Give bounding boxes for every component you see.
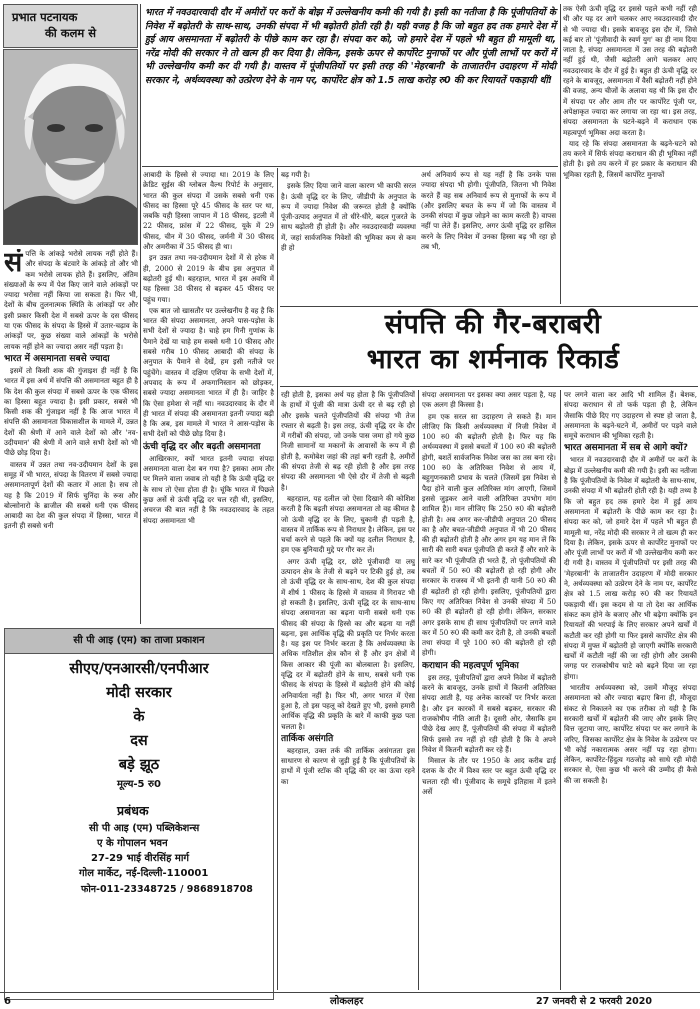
paragraph: मिसाल के तौर पर 1950 के आद करीब ढाई दशक के दौर में विश्व स्तर पर बहुत ऊंची वृद्धि दर चलता रही थी। पूंजीवाद के समूचे इतिहास में इतने अर्से	[422, 756, 556, 796]
article-column-7	[422, 390, 556, 992]
column-divider	[418, 390, 419, 990]
ad-phone: फोन-011-23348725 / 9868918708	[81, 884, 253, 895]
ad-header: सी पी आइ (एम) का ताजा प्रकाशन	[5, 629, 273, 654]
subheading: भारत असमानता में सब से आगे क्यों?	[564, 443, 688, 454]
paragraph: भारत में नवउदारवादी दौर में अमीरों पर करों के बोझ में उल्लेखनीय कमी की गयी है। इसी का नतीजा है कि पूंजीपतियों के निवेश में बढ़ोतरी के साथ-साथ, उनकी संपदा में भी बढ़ोतरी होती रही है। यही तथ्य है कि जो बहुत हद तक हमारे देश में हुई आय असमानता में बढ़ोतरी के पीछे काम कर रहा है। संपदा कर को, जो हमारे देश में पहले भी बहुत ही मामूली था, नरेंद्र मोदी की सरकार ने तो खत्म ही कर दिया है। लेकिन, इसके ऊपर से कार्पोरेट मुनाफों पर और पूंजी लाभों पर करों में भी उल्लेखनीय कमी कर दी गयी है। वास्तव में पूंजीपतियों पर इसी तरह की 'मेहरबानी' के ताजातरीन उदाहरण में मोदी सरकार ने, अर्थव्यवस्था को उत्प्रेरण देने के नाम पर, कार्पोरेट क्षेत्र को 1.5 लाख करोड़ रु0 की कर रियायतें पकड़ायी थीं। इस कदम से या तो देश का आर्थिक संकट कम होने के बजाए और भी बढ़ेगा क्योंकि इन रियायतों की भरपाई के लिए सरकार अपने खर्चों में कटौती कर रही होगी या फिर इससे कार्पोरेट क्षेत्र की संपदा में मुफ्त में बढ़ोतरी हो जाएगी क्योंकि सरकारी खर्चों में कटौती नहीं की जा रही होगी और उसकी जगह पर राजकोषीय घाटे को बढ़ने दिया जा रहा होगा।	[564, 455, 697, 681]
paragraph: इसके लिए दिया जाने वाला कारण भी काफी सरल है। ऊंची वृद्धि दर के लिए, जीडीपी के अनुपात के रूप में ज्यादा निवेश की जरूरत होती है क्योंकि पूंजी-उत्पाद अनुपात में तो धीरे-धीरे, बदल गुजरते के साथ बढ़ोतरी ही होती है। और नवउदारवादी व्यवस्था में, जहां सार्वजनिक निवेशों की भूमिका कम से कम ही हो	[281, 181, 416, 253]
section-divider	[142, 166, 558, 167]
ad-price: मूल्य-5 रु0	[117, 779, 161, 790]
paragraph: अर्थ अनिवार्य रूप से यह नहीं है कि उनके पास ज्यादा संपदा भी होगी। पूंजीपति, जितना भी निवेश करते हैं वह सब अनिवार्य रूप से मुनाफों के रूप में (और इसलिए बचत के रूप में जो कि वास्तव में उनकी संपदा में कुछ जोड़ने का काम करती है) वापस नहीं पा लेते हैं। इसलिए, अगर ऊंची वृद्धि दर हासिल करने के लिए निवेश में उनका हिस्सा बढ़ भी रहा हो तब भी,	[421, 170, 556, 252]
headline-line-2: भारत का शर्मनाक रिकार्ड	[366, 344, 620, 375]
paragraph: इस तरह, पूंजीपतियों द्वारा अपने निवेश में बढ़ोतरी करने के बावजूद, उनके हाथों में कितनी अतिरिक्त संपदा आती है, यह अनेक कारकों पर निर्भर करता है। और इन कारकों में सबसे बढ़कर, सरकार की राजकोषीय नीति आती है। दूसरी ओर, जैसाकि हम पीछे देख आए हैं, पूंजीपतियों की संपदा में बढ़ोतरी सिर्फ इससे तय नहीं हो रही होती है कि वे अपने निवेश में कितनी बढ़ोतरी कर रहे हैं।	[422, 672, 556, 754]
column-divider	[560, 390, 561, 990]
column-divider	[277, 168, 278, 990]
paragraph: पर लगने वाला कर आदि भी शामिल हैं। बेशक, संपदा कराधान से तो फर्क पड़ता ही है, लेकिन जैसाकि पीछे दिए गए उदाहरण से स्पष्ट हो जाता है, असमानता के बढ़ने-घटने में, अमीरों पर पड़ने वाले समूचे कराधान की भूमिका रहती है।	[564, 390, 697, 441]
ad-title-line: बड़े झूठ	[118, 757, 160, 773]
ad-title-line: मोदी सरकार	[106, 685, 172, 701]
paragraph: बहरहाल, यह दलील जो ऐसा दिखाने की कोशिश करती है कि बढ़ती संपदा असमानता तो वह कीमत है जो ऊंची वृद्धि दर के लिए, चुकानी ही पड़ती है, वास्तव में तार्किक रूप से निराधार है। लेकिन, इस पर चर्चा करने से पहले कि क्यों यह दलील निराधार है, हम एक बुनियादी मुद्दे पर गौर कर लें।	[281, 493, 415, 555]
paragraph: अगर ऊंची वृद्धि दर, छोटे पूंजीवादी या लघु उत्पादन क्षेत्र के तेजी से बढ़ने पर टिकी हुई हो, तब तो ऊंची वृद्धि दर के साथ-साथ, देश की कुल संपदा में शीर्ष 1 फीसद के हिस्से में वास्तव में गिरावट भी हो सकती है। इसलिए, ऊंची वृद्धि दर के साथ-साथ संपदा असमानता का बढ़ना यानी सबसे धनी एक फीसद की संपदा के हिस्से का और बढ़ना या नहीं बढ़ना, इस आर्थिक वृद्धि की प्रकृति पर निर्भर करता है। यह इस पर निर्भर करता है कि अर्थव्यवस्था के अधिक गतिशील क्षेत्र कौन से हैं और इन क्षेत्रों में किस आकार की पूंजी का बोलबाला है। इसलिए, वृद्धि दर में बढ़ोतरी होने के साथ, सबसे धनी एक फीसद के संपदा के हिस्से में बढ़ोतरी होने की कोई अनिवार्यता नहीं है। फिर भी, अगर भारत में ऐसा हुआ है, तो इस पहलू को देखते हुए भी, इससे हमारी आर्थिक वृद्धि की प्रकृति के बारे में काफी कुछ पता चलता है।	[281, 556, 415, 731]
paragraph: इन उन्नत तथा नव-उदीयमान देशों में से हरेक में ही, 2000 से 2019 के बीच इस अनुपात में बढ़ोतरी हुई थी। बहरहाल, भारत में इस अवधि में यह हिस्सा 38 फीसद से बढ़कर 45 फीसद पर पहुंच गया।	[143, 253, 274, 304]
column-divider	[140, 4, 141, 624]
byline-name: प्रभात पटनायक	[12, 10, 78, 24]
issue-date: 27 जनवरी से 2 फरवरी 2020	[536, 996, 653, 1007]
ad-publisher	[5, 801, 273, 821]
drop-cap: सं	[4, 249, 23, 278]
paragraph: बहरहाल, उक्त तर्क की तार्किक असंगतता इस साधारण से कारण से जुड़ी हुई है कि पूंजीपतियों के हाथों में पूंजी स्टॉक की वृद्धि की दर का ऊंचा रहने का	[281, 745, 415, 786]
subheading: ऊंची वृद्धि दर और बढ़ती असमानता	[143, 441, 261, 452]
article-column-6	[281, 390, 415, 992]
ad-publisher-label: प्रबंधक	[117, 803, 149, 818]
article-column-2	[143, 170, 274, 625]
ad-address-line: 27-29 भाई वीरसिंह मार्ग	[91, 853, 190, 864]
article-column-4	[421, 170, 556, 302]
byline-tagline: की कलम से	[44, 26, 97, 40]
page-footer	[0, 994, 700, 1009]
article-column-1	[4, 249, 138, 626]
paragraph: इसमें तो किसी शक की गुंजाइश ही नहीं है कि भारत में इस अर्थ में संपत्ति की असमानता बहुत ही है कि देश की कुल संपदा में सबसे ऊपर के एक फीसद का हिस्सा बहुत ज्यादा है। इसी प्रकार, सबसे भी किसी शक की गुंजाइश नहीं है कि आज भारत में संपत्ति की असमानता विकासशील के मामले में, उन्नत देशों की श्रेणी में आने वाले देशों को और 'नव-उदीयमान' की श्रेणी में आने वाले सभी देशों को भी पीछे छोड़ दिया है।	[4, 365, 138, 458]
ad-title-line: दस	[130, 733, 148, 749]
paragraph: बढ़ गयी है।	[281, 170, 310, 179]
headline-bottom-rule	[280, 386, 698, 387]
article-column-3	[281, 170, 416, 302]
paragraph: हम एक सरल सा उदाहरण ले सकते हैं। मान लीजिए कि किसी अर्थव्यवस्था में निजी निवेश में 100 रु0 की बढ़ोतरी होती है। फिर यह कि अर्थव्यवस्था में इससे बचतों में 100 रु0 की बढ़ोतरी होगी, बशर्ते सार्वजनिक निवेश जस का तस बना रहे। 100 रु0 के अतिरिक्त निवेश से आय में, बहुगुणनकारी प्रभाव के चलते (जिसमें इस निवेश से पैदा होने वाली कुल अतिरिक्त मांग आएगी, जिसमें इससे जुड़कर आने वाली अतिरिक्त उपभोग मांग शामिल है)। मान लीजिए कि 250 रु0 की बढ़ोतरी होती है। अब अगर कर-जीडीपी अनुपात 20 फीसद का है और बचत-जीडीपी अनुपात में भी 20 फीसद की ही बढ़ोतरी होती है और अगर हम यह मान लें कि सारी की सारी बचत पूंजीपति ही करते हैं और सारे के सारे कर भी पूंजीपति ही भरते हैं, तो पूंजीपतियों की बचतों में 50 रु0 की बढ़ोतरी हो रही होगी और सरकार के राजस्व में भी इतनी ही यानी 50 रु0 की ही बढ़ोतरी हो रही होगी। इसलिए, पूंजीपतियों द्वारा किए गए अतिरिक्त निवेश से उनकी संपदा में 50 रु0 की ही बढ़ोतरी हो रही होगी। लेकिन, सरकार अगर इसके साथ ही साथ पूंजीपतियों पर लगने वाले कर में 50 रु0 की कमी कर देती है, तो उनकी बचतों तथा संपदा में पूरे 100 रु0 की बढ़ोतरी हो रही होगी।	[422, 411, 556, 658]
subheading: तार्किक असंगति	[281, 733, 334, 744]
paragraph: रही होती है, इसका अर्थ यह होता है कि पूंजीपतियों के हाथों में पूंजी की मात्रा ऊंची दर से बढ़ रही हो और इसके चलते पूंजीपतियों की संपदा भी तेज रफ्तार से बढ़ती है। इस तरह, ऊंची वृद्धि दर के दौर में गरीबों की संपदा, जो उनके पास जमा हो गये कुछ निजी सामानों या मकानों के आवासों के रूप में ही होती है, कमोबेश जहां की तहां बनी रहती है, अमीरों की संपदा तेजी से बढ़ रही होती है और इस तरह संपदा की असमानता भी ऐसे दौर में तेजी से बढ़ती है।	[281, 390, 415, 492]
headline-top-rule	[280, 306, 698, 307]
paragraph: पत्ति के आंकड़े भरोसे लायक नहीं होते हैं। और संपदा के बंटवारे के आंकड़े तो और भी कम भरोसे लायक होते हैं। इसलिए, अंतिम संख्याओं के रूप में पेश किए जाने वाले आंकड़ों पर ज्यादा भरोसा नहीं किया जा सकता है। फिर भी, देशों के बीच तुलनात्मक स्थिति के आंकड़ों पर और इसी प्रकार किसी देश में सबसे ऊपर के दस फीसद या एक फीसद के संपदा के हिस्से में उतार-चढ़ाव के आंकड़ों पर, कुछ संख्या वाले आंकड़ों के भरोसे लायक नहीं होने का ज्यादा असर नहीं पड़ता है।	[4, 249, 138, 351]
ad-title-line: के	[133, 709, 145, 725]
subheading: कराधान की महत्वपूर्ण भूमिका	[422, 660, 519, 671]
footer-rule	[0, 992, 700, 993]
ad-title-line: सीएए/एनआरसी/एनपीआर	[69, 661, 209, 677]
article-headline	[288, 308, 698, 384]
paragraph: तक ऐसी ऊंची वृद्धि दर इससे पहले कभी नहीं रही थी और यह दर आगे चलकर आए नवउदारवादी दौर से भी ज्यादा थी। इसके बावजूद इस दौर में, जिसे कई बार तो 'पूंजीवादी के स्वर्ण युग' का ही नाम दिया जाता है, संपदा असमानता में उस तरह की बढ़ोतरी नहीं हुई थी, जैसी बढ़ोतरी आगे चलकर आए नवउदारवाद के दौर में हुई है। बहुत ही ऊंची वृद्धि दर रहने के बावजूद, असमानता में वैसी बढ़ोतरी नहीं होने की वजह, अन्य चीजों के अलावा यह थी कि इस दौर में संपदा पर और आम तौर पर कार्पोरेट पूंजी पर, अपेक्षाकृत ज्यादा कर लगाया जा रहा था। इस तरह, संपदा असमानता के घटने-बढ़ने में कराधान एक महत्वपूर्ण भूमिका अदा करता है।	[563, 4, 697, 137]
paragraph: आबादी के हिस्से से ज्यादा था। 2019 के लिए क्रेडिट सुईस की ग्लोबल वैल्थ रिपोर्ट के अनुसार, भारत की कुल संपदा में उसके सबसे धनी एक फीसद का हिस्सा पूरे 45 फीसद के स्तर पर था, जबकि यही हिस्सा जापान में 18 फीसद, इटली में 22 फीसद, फ्रांस में 22 फीसद, यूके में 29 फीसद, चीन में 30 फीसद, जर्मनी में 30 फीसद और अमरीका में 35 फीसद ही था।	[143, 170, 274, 252]
author-portrait-image	[4, 50, 138, 245]
paragraph: आखिरकार, क्यों भारत इतनी ज्यादा संपदा असमानता वाला देश बन गया है? इसका आम तौर पर मिलने वाला जवाब तो यही है कि ऊंची वृद्धि दर के साथ तो ऐसा होता ही है। चूंकि भारत में पिछले कुछ अर्से से ऊंची वृद्धि दर चल रही थी, इसलिए, अचरज की बात नहीं है कि नवउदारवाद के तहत संपदा असमानता भी	[143, 453, 274, 525]
article-column-5	[563, 4, 697, 304]
paragraph: भारतीय अर्थव्यवस्था को, उसमें मौजूद संपदा असमानता को और ज्यादा बढ़ाए बिना ही, मौजूदा संकट से निकालने का एक तरीका तो यही है कि सरकारी खर्चों में बढ़ोतरी की जाए और इसके लिए वित्त जुटाया जाए, कार्पोरेट संपदा पर कर लगाने के जरिए, जिसका कार्पोरेट क्षेत्र के निवेश के उत्प्रेरण पर भी कोई नकारात्मक असर नहीं पड़ रहा होगा। लेकिन, कार्पोरेट-हिंदुत्व गठजोड़ को साधे रही मोदी सरकार से, ऐसा कुछ भी करने की उम्मीद ही कैसे की जा सकती है।	[564, 683, 697, 785]
pull-quote: भारत में नवउदारवादी दौर में अमीरों पर करों के बोझ में उल्लेखनीय कमी की गयी है। इसी का नतीजा है कि पूंजीपतियों के निवेश में बढ़ोतरी के साथ-साथ, उनकी संपदा में भी बढ़ोतरी होती रही है। यही वजह है कि जो बहुत हद तक हमारे देश में हुई आय असमानता में बढ़ोतरी के पीछे काम कर रहा है। संपदा कर को, जो हमारे देश में पहले भी बहुत ही मामूली था, नरेंद्र मोदी की सरकार ने तो खत्म ही कर दिया है। लेकिन, इसके ऊपर से कार्पोरेट मुनाफों पर और पूंजी लाभों पर करों में भी उल्लेखनीय कमी कर दी गयी है। वास्तव में पूंजीपतियों पर इसी तरह की 'मेहरबानी' के ताजातरीन उदाहरण में मोदी सरकार ने, अर्थव्यवस्था को उत्प्रेरण देने के नाम पर, कार्पोरेट क्षेत्र को 1.5 लाख करोड़ रु0 की कर रियायतें पकड़ायी थीं!	[145, 7, 556, 86]
page-number: 6	[4, 996, 11, 1007]
paragraph: याद रहे कि संपदा असमानता के बढ़ने-घटने को तय करने में सिर्फ संपदा कराधान की ही भूमिका नहीं होती है। इसे तय करने में हर प्रकार के कराधान की भूमिका रहती है, जिसमें कार्पोरेट मुनाफों	[563, 138, 697, 179]
ad-address-line: सी पी आइ (एम) पब्लिकेशन्स	[89, 823, 200, 834]
publication-advertisement	[4, 628, 274, 1000]
author-photo	[3, 49, 138, 245]
author-byline	[3, 4, 138, 48]
newspaper-name: लोकलहर	[330, 996, 364, 1007]
column-divider	[560, 4, 561, 304]
subheading: भारत में असमानता सबसे ज्यादा	[4, 353, 110, 364]
paragraph: एक बात जो खासतौर पर उल्लेखनीय है वह है कि भारत की संपदा असमानता, अपने पास-पड़ोस के सभी देशों से ज्यादा है। चाहे हम गिनी गुणांक के पैमाने देखें या चाहे हम सबसे धनी 10 फीसद और सबसे गरीब 10 फीसद आबादी की संपदा के अनुपात के पैमाने से देखें, हम इसी नतीजे पर पहुंचेंगे। वास्तव में दक्षिण एशिया के सभी देशों में, अपवाद के रूप में अफगानिस्तान को छोड़कर, सबसे ज्यादा असमानता भारत में ही है। जाहिर है कि ऐसा हमेशा से नहीं था। नवउदारवाद के दौर में ही भारत में संपदा की असमानता इतनी ज्यादा बढ़ी है कि अब, इस मामले में भारत ने आस-पड़ोस के सभी देशों को पीछे छोड़ दिया है।	[143, 305, 274, 439]
paragraph: संपदा असमानता पर इसका क्या असर पड़ता है, यह एक अलग ही किस्सा है।	[422, 390, 556, 410]
ad-address-line: गोल मार्केट, नई-दिल्ली-110001	[79, 868, 209, 879]
paragraph: वास्तव में उन्नत तथा नव-उदीयमान देशों के इस समूह में भी भारत, संपदा के वितरण में सबसे ज्यादा असमानतापूर्ण देशों की कतार में आता है। सच तो यह है कि 2019 में सिर्फ चुनिंदा के रूस और बोल्सोनारो के ब्राजील की सबसे धनी एक फीसद आबादी का देश की कुल संपदा में हिस्सा, भारत में इतनी ही सबसे धनी	[4, 459, 138, 531]
headline-line-1: संपत्ति की गैर-बराबरी	[384, 309, 602, 340]
article-column-8	[564, 390, 697, 992]
ad-address-line: ए के गोपालन भवन	[97, 838, 168, 849]
